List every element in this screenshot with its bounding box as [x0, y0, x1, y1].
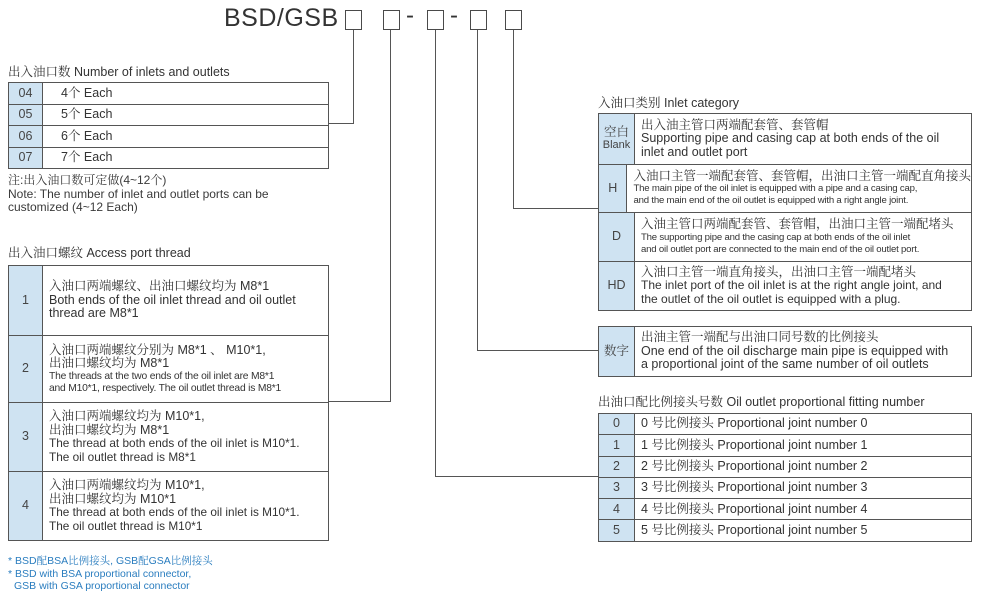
- dash-separator: -: [406, 2, 414, 29]
- row-description: [43, 403, 300, 471]
- table-row: [599, 478, 971, 499]
- row-label: 2 号比例接头 Proportional joint number 2: [641, 458, 868, 473]
- code-cn: 空白: [603, 125, 629, 139]
- row-label: 4个 Each: [61, 85, 113, 100]
- fitting-heading: 出油口配比例接头号数 Oil outlet proportional fitting number: [598, 395, 925, 409]
- connector-line: [435, 476, 598, 477]
- desc-line: inlet and outlet port: [641, 144, 748, 159]
- row-label: 0 号比例接头 Proportional joint number 0: [641, 416, 868, 431]
- row-code: 06: [9, 126, 43, 147]
- desc-line: 出油口螺纹均为 M10*1: [49, 491, 177, 506]
- connector-line: [353, 30, 354, 124]
- connector-line: [390, 30, 391, 402]
- row-code: 3: [9, 403, 43, 471]
- table-row: [599, 213, 971, 262]
- desc-line: 入油口两端螺纹均为 M10*1,: [49, 478, 205, 492]
- row-label: 5个 Each: [61, 107, 113, 121]
- code-box-fitting: [505, 10, 522, 30]
- row-label: 1 号比例接头 Proportional joint number 1: [641, 437, 868, 452]
- code-box-number: [470, 10, 487, 30]
- table-row: [9, 126, 328, 148]
- number-table: [598, 326, 972, 377]
- row-code: 4: [599, 499, 635, 519]
- row-label: 6个 Each: [61, 128, 113, 143]
- desc-line: The oil outlet thread is M8*1: [49, 449, 196, 464]
- desc-line: 入油口两端螺纹分别为 M8*1 、 M10*1,: [49, 342, 266, 357]
- connector-line: [513, 208, 598, 209]
- desc-line: 出油口螺纹均为 M8*1: [49, 422, 170, 437]
- desc-line: The supporting pipe and the casing cap at both ends of the oil inlet: [641, 231, 911, 243]
- desc-line: 入油口主管一端直角接头，出油口主管一端配堵头: [641, 264, 917, 279]
- table-row: [599, 520, 971, 541]
- model-title: BSD/GSB: [224, 4, 339, 32]
- desc-line: One end of the oil discharge main pipe is equipped with: [641, 343, 949, 358]
- connector-line: [477, 30, 478, 351]
- connector-line: [477, 350, 598, 351]
- desc-line: thread are M8*1: [49, 306, 139, 321]
- note-line: customized (4~12 Each): [8, 200, 138, 214]
- desc-line: and oil outlet port are connected to the main end of the oil outlet port.: [641, 243, 920, 255]
- row-code: HD: [599, 262, 635, 310]
- table-row: [9, 472, 328, 541]
- desc-line: a proportional joint of the same number of oil outlets: [641, 357, 929, 372]
- table-row: [9, 148, 328, 170]
- category-heading: 入油口类别 Inlet category: [598, 96, 740, 110]
- row-code: [599, 114, 635, 164]
- row-code: 04: [9, 83, 43, 104]
- row-description: [43, 472, 300, 540]
- desc-line: The inlet port of the oil inlet is at the right angle joint, and: [641, 278, 942, 293]
- code-box-thread: [383, 10, 400, 30]
- row-code: 05: [9, 105, 43, 126]
- row-code: 数字: [599, 327, 635, 376]
- desc-line: and the main end of the oil outlet is equipped with a right angle joint.: [633, 195, 909, 207]
- dash-separator: -: [450, 2, 458, 29]
- row-code: 2: [599, 457, 635, 477]
- desc-line: Supporting pipe and casing cap at both ends of the oil: [641, 131, 940, 146]
- desc-line: the outlet of the oil outlet is equipped with a plug.: [641, 291, 901, 306]
- table-row: [9, 83, 328, 105]
- desc-line: 出油主管一端配与出油口同号数的比例接头: [641, 330, 879, 345]
- desc-line: The oil outlet thread is M10*1: [49, 518, 203, 533]
- table-row: [9, 105, 328, 127]
- desc-line: The thread at both ends of the oil inlet is M10*1.: [49, 436, 300, 450]
- code-box-inlets: [345, 10, 362, 30]
- table-row: [599, 499, 971, 520]
- footnote-line: * BSD配BSA比例接头, GSB配GSA比例接头: [8, 555, 213, 567]
- row-code: 5: [599, 520, 635, 540]
- footnote-line: GSB with GSA proportional connector: [14, 580, 190, 592]
- table-row: [599, 165, 971, 213]
- table-row: [599, 435, 971, 456]
- table-row: [599, 457, 971, 478]
- table-row: [9, 403, 328, 472]
- row-label: 5 号比例接头 Proportional joint number 5: [641, 522, 868, 537]
- inlets-table: [8, 82, 329, 169]
- row-code: 1: [9, 266, 43, 335]
- table-row: [9, 266, 328, 336]
- row-description: [635, 213, 954, 261]
- fitting-table: [598, 413, 972, 542]
- desc-line: 入油口两端螺纹、出油口螺纹均为 M8*1: [49, 279, 270, 294]
- note-line: 注:出入油口数可定做(4~12个): [8, 173, 167, 187]
- row-description: [43, 336, 281, 402]
- desc-line: The main pipe of the oil inlet is equipped with a pipe and a casing cap,: [633, 183, 918, 195]
- row-code: 4: [9, 472, 43, 540]
- row-description: [635, 262, 942, 310]
- code-box-category: [427, 10, 444, 30]
- desc-line: The thread at both ends of the oil inlet is M10*1.: [49, 505, 300, 519]
- table-row: [599, 414, 971, 435]
- table-row: [9, 336, 328, 403]
- desc-line: and M10*1, respectively. The oil outlet thread is M8*1: [49, 382, 282, 394]
- row-description: [43, 266, 296, 335]
- connector-line: [329, 123, 354, 124]
- table-row: [599, 262, 971, 311]
- inlets-heading: 出入油口数 Number of inlets and outlets: [8, 65, 230, 79]
- code-en: Blank: [602, 139, 631, 151]
- row-code: D: [599, 213, 635, 261]
- row-code: 0: [599, 414, 635, 434]
- desc-line: 出入油主管口两端配套管、套管帽: [641, 117, 829, 132]
- connector-line: [435, 30, 436, 477]
- row-code: 1: [599, 435, 635, 455]
- desc-line: Both ends of the oil inlet thread and oil outlet: [49, 292, 296, 307]
- desc-line: 入油口两端螺纹均为 M10*1,: [49, 409, 205, 423]
- connector-line: [329, 401, 391, 402]
- row-label: 4 号比例接头 Proportional joint number 4: [641, 501, 868, 516]
- row-code: 07: [9, 148, 43, 169]
- note-line: Note: The number of inlet and outlet ports can be: [8, 186, 269, 201]
- table-row: [599, 114, 971, 165]
- desc-line: 出油口螺纹均为 M8*1: [49, 356, 170, 370]
- thread-table: [8, 265, 329, 541]
- table-row: [599, 327, 971, 377]
- footnote: [8, 555, 213, 593]
- connector-line: [513, 30, 514, 209]
- row-code: 3: [599, 478, 635, 498]
- thread-heading: 出入油口螺纹 Access port thread: [8, 246, 191, 260]
- row-description: [635, 327, 948, 376]
- row-description: [635, 114, 939, 164]
- row-label: 3 号比例接头 Proportional joint number 3: [641, 480, 868, 495]
- inlets-note: [8, 174, 269, 215]
- desc-line: The threads at the two ends of the oil inlet are M8*1: [49, 370, 275, 382]
- row-description: [627, 165, 971, 212]
- desc-line: 入油口主管一端配套管、套管帽，出油口主管一端配直角接头: [633, 168, 971, 183]
- row-label: 7个 Each: [61, 150, 113, 164]
- row-code: H: [599, 165, 627, 212]
- desc-line: 入油主管口两端配套管、套管帽，出油口主管一端配堵头: [641, 217, 954, 232]
- category-table: [598, 113, 972, 311]
- row-code: 2: [9, 336, 43, 402]
- footnote-line: * BSD with BSA proportional connector,: [8, 567, 192, 580]
